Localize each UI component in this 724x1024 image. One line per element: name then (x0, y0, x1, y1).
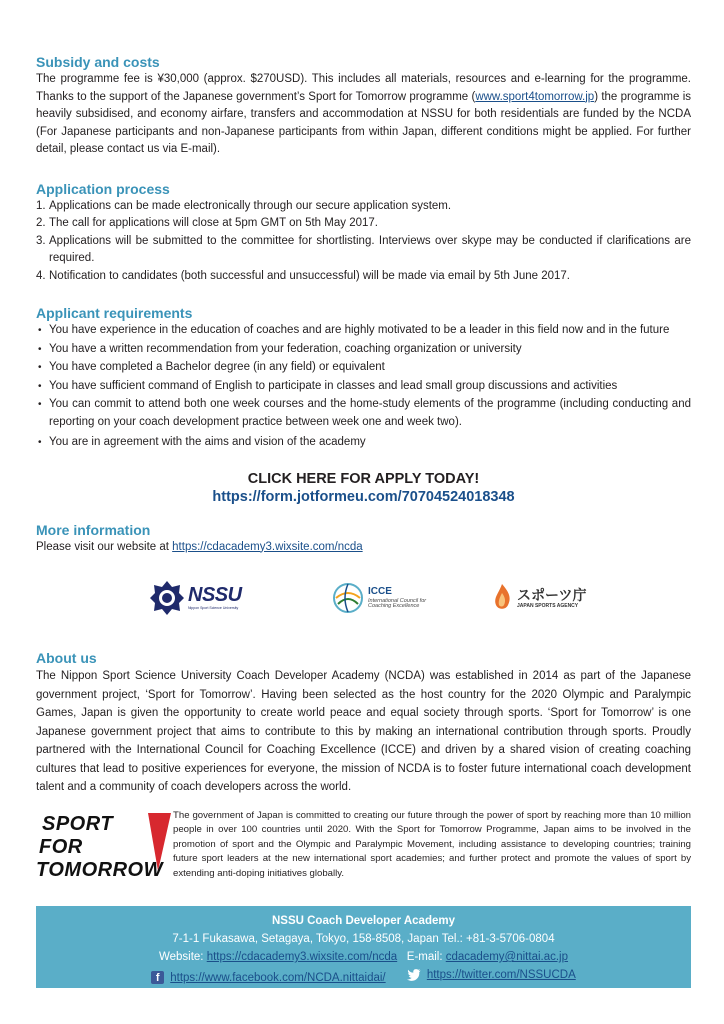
bullet-icon: • (38, 380, 42, 392)
footer-website-link[interactable]: https://cdacademy3.wixsite.com/ncda (206, 951, 398, 963)
footer-address: 7-1-1 Fukasawa, Setagaya, Tokyo, 158-8508, Japan Tel.: +81-3-5706-0804 (172, 933, 555, 945)
subsidy-text (36, 71, 691, 159)
requirement-item (36, 378, 691, 396)
sft-logo-line-1: SPORT (42, 812, 114, 835)
bullet-icon: • (38, 437, 42, 448)
jsa-flame-icon (491, 583, 513, 613)
nssu-name: NSSU (188, 584, 242, 607)
sft-logo-line-3: TOMORROW (36, 858, 163, 881)
nssu-subtitle: Nippon Sport Science University (188, 606, 239, 611)
step-text: Notification to candidates (both successful and unsuccessful) will be made via email by 5th June 2017. (49, 269, 570, 282)
more-info-section (36, 522, 691, 557)
subsidy-text-before: The programme fee is ¥30,000 (approx. $270USD). This includes all materials, resources and e-learning for the programme. Thanks to the support of the Japanese government’s Sport for Tomorrow programme ( (36, 73, 691, 103)
brochure-page (36, 54, 691, 891)
bullet-icon: • (38, 343, 42, 355)
requirement-item (36, 322, 691, 340)
academy-website-link[interactable]: https://cdacademy3.wixsite.com/ncda (172, 540, 363, 553)
facebook-icon: f (151, 971, 164, 984)
requirement-text: You can commit to attend both one week courses and the home-study elements of the programme (including conducting and reporting on your coach development practice between week one and week two). (49, 398, 691, 428)
requirements-list (36, 322, 691, 452)
application-heading: Application process (36, 180, 170, 197)
sport4tomorrow-link[interactable]: www.sport4tomorrow.jp (475, 90, 595, 103)
requirement-text: You have experience in the education of coaches and are highly motivated to be a leader in this field now and in the future (49, 324, 670, 336)
facebook-entry[interactable] (151, 969, 385, 987)
twitter-icon (407, 969, 421, 981)
requirement-item (36, 434, 691, 452)
nssu-emblem-icon (149, 580, 185, 616)
footer-website-email (36, 948, 691, 966)
sport-for-tomorrow-logo (36, 811, 171, 887)
footer-social (36, 966, 691, 987)
more-info-prefix: Please visit our website at (36, 540, 173, 553)
japan-sports-agency-logo (491, 576, 586, 620)
requirement-item (36, 341, 691, 359)
apply-cta (36, 470, 691, 506)
icce-name: ICCE (368, 585, 392, 597)
icce-globe-icon (332, 582, 364, 614)
facebook-link[interactable]: https://www.facebook.com/NCDA.nittaidai/ (170, 971, 386, 984)
sport-for-tomorrow-text: The government of Japan is committed to creating our future through the power of sport by reaching more than 10 million people in over 100 countries until 2020. With the Sport for Tomorrow Programme, Japan aims to be involved in the promotion of sport and the Olympic and Paralympic Movement, including assistance to developing countries; training future sport leaders at the new international sport academies; and further protect and promote the values of sport by extending anti-doping initiatives globally. (173, 809, 691, 879)
subsidy-heading: Subsidy and costs (36, 54, 160, 70)
footer-title: NSSU Coach Developer Academy (271, 915, 455, 927)
about-text: The Nippon Sport Science University Coach Developer Academy (NCDA) was established in 2014 as part of the Japanese government project, ‘Sport for Tomorrow’. Having been selected as the host country for the 2020 Olympic and Paralympic Games, Japan is given the opportunity to create world peace and equal society through sports. ‘Sport for Tomorrow’ is one Japanese government project that aims to contribute to this by making an international contribution through sports. Proudly partnered with the International Council for Coaching Excellence (ICCE) and driven by a shared vision of creating coaching cultures that lead to positive experiences for everyone, the mission of NCDA is to foster future international coach development talent and a community of coach developers across the world. (36, 670, 691, 793)
more-info-heading: More information (36, 521, 151, 538)
requirements-section (36, 305, 691, 452)
requirement-text: You have sufficient command of English to participate in classes and lead small group discussions and activities (49, 379, 618, 392)
requirement-text: You have a written recommendation from your federation, coaching organization or university (49, 342, 522, 355)
application-section (36, 181, 691, 286)
application-steps (36, 198, 691, 286)
footer-email-link[interactable]: cdacademy@nittai.ac.jp (445, 951, 569, 963)
sft-logo-line-2: FOR (39, 835, 83, 858)
requirement-item (36, 359, 691, 377)
partner-logos (36, 576, 691, 638)
about-section (36, 650, 691, 797)
nssu-logo (149, 576, 242, 620)
icce-subtitle-2: Coaching Excellence (368, 603, 420, 609)
twitter-entry[interactable] (407, 966, 576, 984)
requirement-text: You are in agreement with the aims and vision of the academy (49, 436, 366, 448)
apply-form-link[interactable]: https://form.jotformeu.com/70704524018348 (212, 488, 515, 505)
apply-cta-title[interactable]: CLICK HERE FOR APPLY TODAY! (247, 470, 480, 487)
requirement-item (36, 396, 691, 431)
application-step (36, 198, 691, 216)
jsa-name: スポーツ庁 (517, 586, 587, 603)
subsidy-text-after: ) the programme is heavily subsidised, and economy airfare, transfers and accommodation at NSSU for both residentials are funded by the NCDA (For Japanese participants and non-Japanese participants from within Japan, different conditions might be applied. For further detail, please contact us via E-mail). (36, 90, 691, 155)
bullet-icon: • (38, 399, 42, 410)
contact-footer (36, 906, 691, 988)
icce-subtitle-1: International Council for (368, 597, 427, 604)
requirements-heading: Applicant requirements (36, 305, 193, 321)
jsa-subtitle: JAPAN SPORTS AGENCY (517, 602, 579, 609)
application-step (36, 268, 691, 286)
step-number: 4. (36, 269, 46, 282)
requirement-text: You have completed a Bachelor degree (in any field) or equivalent (49, 361, 385, 373)
website-label: Website: (158, 951, 207, 963)
step-number: 3. (36, 234, 46, 247)
email-label: E-mail: (397, 951, 446, 963)
twitter-link[interactable]: https://twitter.com/NSSUCDA (426, 969, 576, 981)
bullet-icon: • (38, 325, 42, 336)
step-number: 2. (36, 217, 46, 229)
step-text: Applications will be submitted to the committee for shortlisting. Interviews over skype may be conducted if clarifications are required. (49, 234, 691, 264)
application-step (36, 233, 691, 268)
sport-for-tomorrow-block (36, 809, 691, 891)
step-text: Applications can be made electronically through our secure application system. (49, 199, 452, 212)
more-info-text (36, 539, 691, 557)
application-step (36, 215, 691, 233)
step-text: The call for applications will close at 5pm GMT on 5th May 2017. (49, 217, 378, 229)
step-number: 1. (36, 199, 46, 212)
bullet-icon: • (38, 362, 42, 373)
about-heading: About us (36, 650, 97, 666)
icce-logo (332, 576, 426, 620)
subsidy-section (36, 54, 691, 159)
